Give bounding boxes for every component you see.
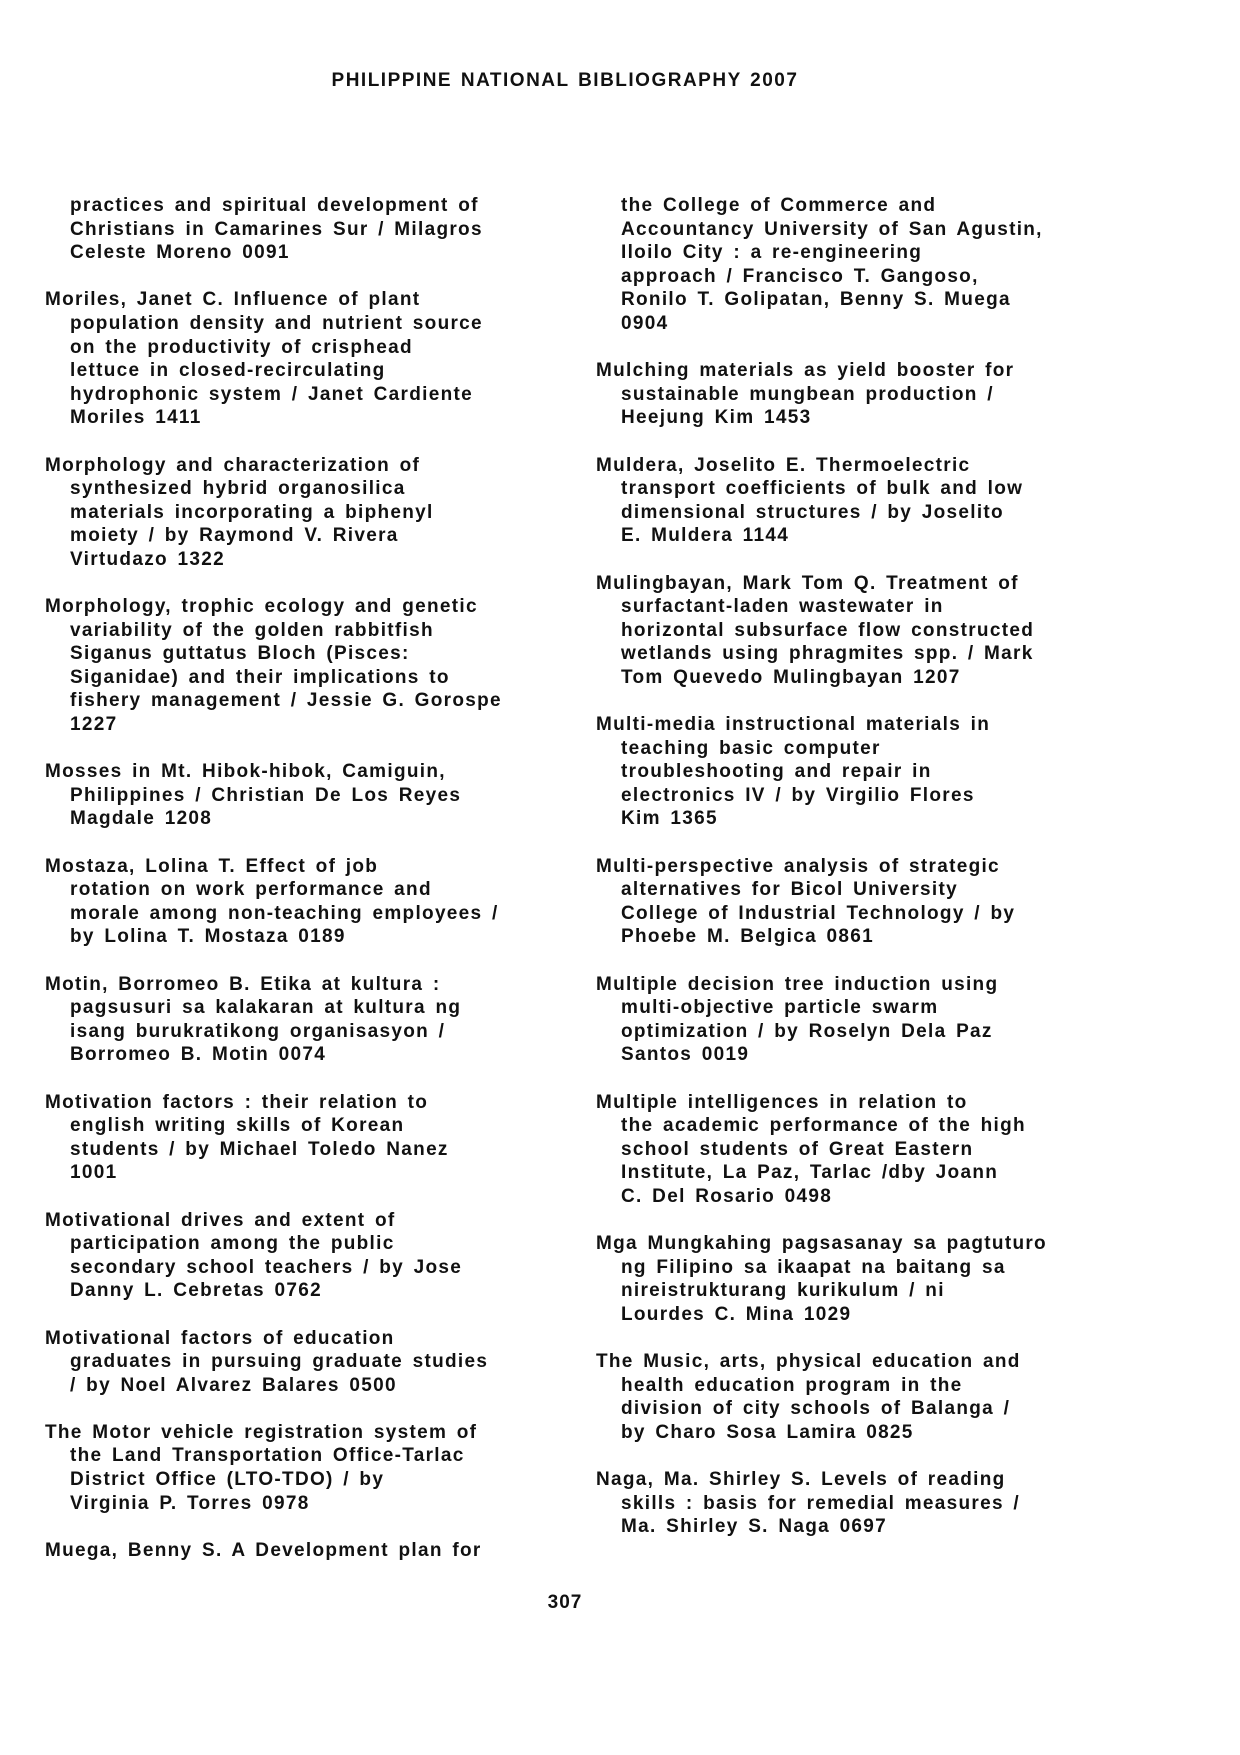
bibliography-entry: Multiple intelligences in relation to the academic performance of the high school students of Great Eastern Institute, La Paz, Tarlac /dby Joann C. Del Rosario 0498 [596, 1091, 1026, 1207]
bibliography-entry: Morphology, trophic ecology and genetic variability of the golden rabbitfish Siganus guttatus Bloch (Pisces: Siganidae) and their implications to fishery management / Jessie G. Gorospe 1227 [45, 596, 502, 736]
bibliography-entry: Motivation factors : their relation to english writing skills of Korean students / by Michael Toledo Nanez 1001 [45, 1091, 449, 1184]
bibliography-entry: Motivational factors of education graduates in pursuing graduate studies / by Noel Alvarez Balares 0500 [45, 1327, 489, 1396]
bibliography-entry: Motin, Borromeo B. Etika at kultura : pagsusuri sa kalakaran at kultura ng isang burukratikong organisasyon / Borromeo B. Motin 0074 [45, 973, 462, 1066]
page-number: 307 [547, 1592, 583, 1613]
bibliography-entry: Mosses in Mt. Hibok-hibok, Camiguin, Philippines / Christian De Los Reyes Magdale 1208 [45, 761, 462, 830]
bibliography-entry: Naga, Ma. Shirley S. Levels of reading skills : basis for remedial measures / Ma. Shirley S. Naga 0697 [596, 1469, 1021, 1538]
bibliography-entry: practices and spiritual development of Christians in Camarines Sur / Milagros Celeste Moreno 0091 [70, 195, 483, 264]
bibliography-entry: Mga Mungkahing pagsasanay sa pagtuturo ng Filipino sa ikaapat na baitang sa nireistrukturang kurikulum / ni Lourdes C. Mina 1029 [596, 1233, 1047, 1325]
bibliography-entry: Multiple decision tree induction using multi-objective particle swarm optimization / by Roselyn Dela Paz Santos 0019 [596, 973, 999, 1066]
bibliography-entry: The Music, arts, physical education and health education program in the division of city schools of Balanga / by Charo Sosa Lamira 0825 [596, 1351, 1021, 1443]
bibliography-entry: Morphology and characterization of synthesized hybrid organosilica materials incorporating a biphenyl moiety / by Raymond V. Rivera Virtudazo 1322 [45, 454, 434, 570]
bibliography-entry: Muega, Benny S. A Development plan for [45, 1539, 482, 1561]
right-column [596, 194, 1136, 1562]
bibliography-entry: Moriles, Janet C. Influence of plant population density and nutrient source on the productivity of crisphead lettuce in closed-recirculating hydrophonic system / Janet Cardiente Moriles 1411 [45, 289, 483, 429]
bibliography-entry: Muldera, Joselito E. Thermoelectric transport coefficients of bulk and low dimensional structures / by Joselito E. Muldera 1144 [596, 454, 1024, 547]
bibliography-entry: The Motor vehicle registration system of the Land Transportation Office-Tarlac District Office (LTO-TDO) / by Virginia P. Torres 0978 [45, 1421, 478, 1514]
bibliography-entry: Motivational drives and extent of participation among the public secondary school teachers / by Jose Danny L. Cebretas 0762 [45, 1209, 463, 1302]
bibliography-entry: Mulingbayan, Mark Tom Q. Treatment of surfactant-laden wastewater in horizontal subsurface flow constructed wetlands using phragmites spp. / Mark Tom Quevedo Mulingbayan 1207 [596, 572, 1035, 688]
left-column [45, 194, 565, 1586]
page-header: PHILIPPINE NATIONAL BIBLIOGRAPHY 2007 [331, 70, 799, 91]
bibliography-entry: Multi-perspective analysis of strategic alternatives for Bicol University College of Industrial Technology / by Phoebe M. Belgica 0861 [596, 855, 1016, 948]
bibliography-entry: the College of Commerce and Accountancy University of San Agustin, Iloilo City : a re-engineering approach / Francisco T. Gangoso, Ronilo T. Golipatan, Benny S. Muega 0904 [621, 195, 1043, 334]
bibliography-entry: Mostaza, Lolina T. Effect of job rotation on work performance and morale among non-teaching employees / by Lolina T. Mostaza 0189 [45, 855, 499, 948]
bibliography-entry: Multi-media instructional materials in teaching basic computer troubleshooting and repair in electronics IV / by Virgilio Flores Kim 1365 [596, 714, 991, 830]
bibliography-entry: Mulching materials as yield booster for sustainable mungbean production / Heejung Kim 1453 [596, 360, 1015, 429]
